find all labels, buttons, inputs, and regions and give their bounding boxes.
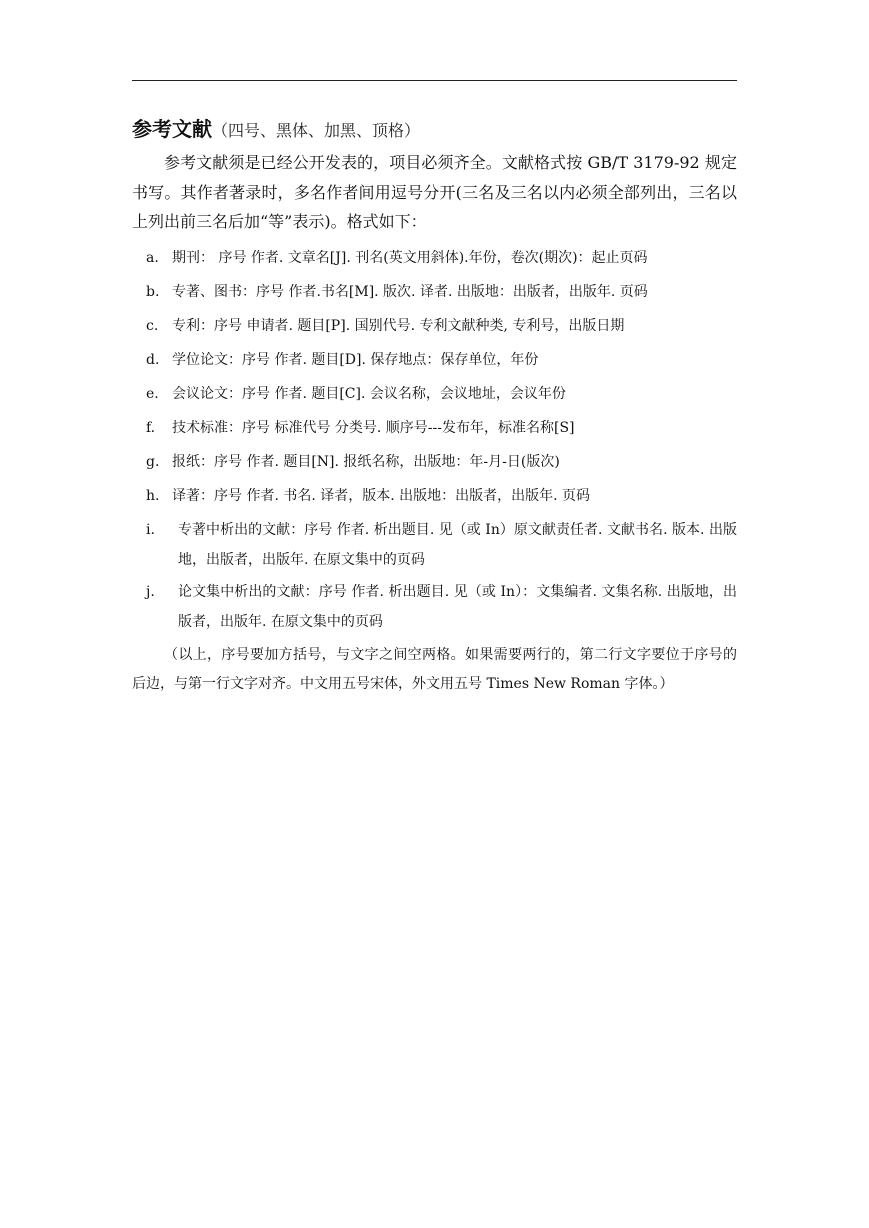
list-item bbox=[132, 309, 737, 343]
list-item bbox=[132, 377, 737, 411]
heading-title: 参考文献 bbox=[132, 117, 212, 141]
list-item-text: 专著中析出的文献：序号 作者. 析出题目. 见（或 In）原文献责任者. 文献书名. 版本. 出版地，出版者，出版年. 在原文集中的页码 bbox=[178, 521, 737, 568]
format-note-paragraph: （以上，序号要加方括号，与文字之间空两格。如果需要两行的，第二行文字要位于序号的后边，与第一行文字对齐。中文用五号宋体，外文用五号 Times New Roman 字体。） bbox=[132, 646, 737, 692]
list-item-letter: i. bbox=[146, 521, 155, 538]
intro-paragraph: 参考文献须是已经公开发表的，项目必须齐全。文献格式按 GB/T 3179-92 规定书写。其作者著录时，多名作者间用逗号分开(三名及三名以内必须全部列出，三名以上列出前三名后加“等”表示)。格式如下： bbox=[132, 153, 737, 231]
section-heading bbox=[132, 116, 737, 142]
list-item-text: 译著：序号 作者. 书名. 译者，版本. 出版地：出版者，出版年. 页码 bbox=[172, 487, 591, 504]
list-item bbox=[132, 445, 737, 479]
list-item-text: 专利：序号 申请者. 题目[P]. 国别代号. 专利文献种类, 专利号，出版日期 bbox=[172, 317, 625, 334]
list-item bbox=[132, 275, 737, 309]
list-item bbox=[132, 515, 737, 575]
list-item-letter: a. bbox=[146, 249, 159, 266]
list-item-letter: e. bbox=[146, 385, 159, 402]
list-item bbox=[132, 577, 737, 637]
references-section bbox=[132, 116, 737, 699]
list-item bbox=[132, 241, 737, 275]
list-item-text: 专著、图书：序号 作者.书名[M]. 版次. 译者. 出版地：出版者，出版年. 页码 bbox=[172, 283, 648, 300]
list-item-text: 论文集中析出的文献：序号 作者. 析出题目. 见（或 In）：文集编者. 文集名称. 出版地，出版者，出版年. 在原文集中的页码 bbox=[178, 583, 737, 630]
list-item-letter: c. bbox=[146, 317, 159, 334]
list-item bbox=[132, 411, 737, 445]
list-item-text: 技术标准：序号 标准代号 分类号. 顺序号---发布年，标准名称[S] bbox=[172, 419, 575, 436]
list-item-letter: g. bbox=[146, 453, 160, 470]
list-item-letter: d. bbox=[146, 351, 160, 368]
list-item-text: 学位论文：序号 作者. 题目[D]. 保存地点：保存单位，年份 bbox=[172, 351, 539, 368]
list-item-letter: j. bbox=[146, 583, 155, 600]
list-item-letter: f. bbox=[146, 419, 156, 436]
heading-format-note: （四号、黑体、加黑、顶格） bbox=[212, 121, 421, 140]
list-item bbox=[132, 343, 737, 377]
list-item-text: 会议论文：序号 作者. 题目[C]. 会议名称，会议地址，会议年份 bbox=[172, 385, 566, 402]
list-item-letter: b. bbox=[146, 283, 160, 300]
reference-format-list bbox=[132, 241, 737, 637]
header-rule bbox=[132, 80, 737, 81]
list-item-letter: h. bbox=[146, 487, 160, 504]
list-item-text: 期刊： 序号 作者. 文章名[J]. 刊名(英文用斜体).年份，卷次(期次)：起止页码 bbox=[172, 249, 648, 266]
list-item-text: 报纸：序号 作者. 题目[N]. 报纸名称，出版地：年-月-日(版次) bbox=[172, 453, 560, 470]
list-item bbox=[132, 479, 737, 513]
